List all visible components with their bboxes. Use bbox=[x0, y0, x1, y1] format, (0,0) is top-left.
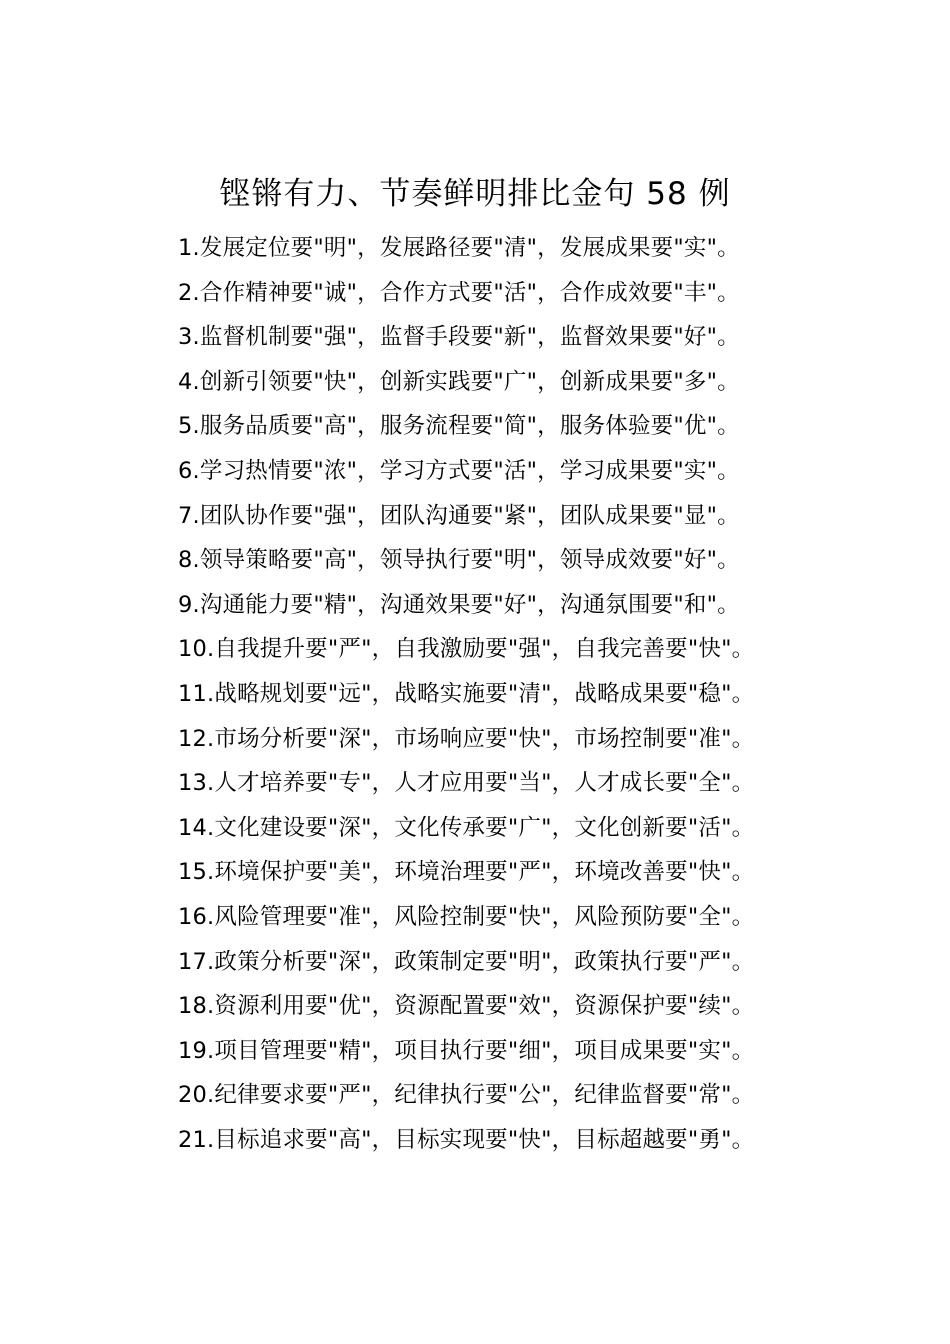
list-item: 10.自我提升要"严"，自我激励要"强"，自我完善要"快"。 bbox=[178, 636, 755, 663]
list-item: 15.环境保护要"美"，环境治理要"严"，环境改善要"快"。 bbox=[178, 859, 755, 886]
list-item: 19.项目管理要"精"，项目执行要"细"，项目成果要"实"。 bbox=[178, 1037, 755, 1064]
list-item: 1.发展定位要"明"，发展路径要"清"，发展成果要"实"。 bbox=[178, 235, 740, 261]
list-item: 16.风险管理要"准"，风险控制要"快"，风险预防要"全"。 bbox=[178, 903, 755, 930]
list-item: 2.合作精神要"诚"，合作方式要"活"，合作成效要"丰"。 bbox=[178, 279, 740, 306]
list-item: 4.创新引领要"快"，创新实践要"广"，创新成果要"多"。 bbox=[178, 368, 740, 395]
list-item: 21.目标追求要"高"，目标实现要"快"，目标超越要"勇"。 bbox=[178, 1126, 755, 1153]
list-item: 5.服务品质要"高"，服务流程要"简"，服务体验要"优"。 bbox=[178, 413, 740, 440]
list-item: 14.文化建设要"深"，文化传承要"广"，文化创新要"活"。 bbox=[178, 814, 755, 841]
list-item: 12.市场分析要"深"，市场响应要"快"，市场控制要"准"。 bbox=[178, 725, 755, 752]
list-item: 11.战略规划要"远"，战略实施要"清"，战略成果要"稳"。 bbox=[178, 680, 755, 707]
list-item: 18.资源利用要"优"，资源配置要"效"，资源保护要"续"。 bbox=[178, 993, 755, 1020]
list-item: 13.人才培养要"专"，人才应用要"当"，人才成长要"全"。 bbox=[178, 770, 755, 797]
list-item: 6.学习热情要"浓"，学习方式要"活"，学习成果要"实"。 bbox=[178, 457, 740, 484]
list-item: 9.沟通能力要"精"，沟通效果要"好"，沟通氛围要"和"。 bbox=[178, 591, 740, 618]
list-item: 20.纪律要求要"严"，纪律执行要"公"，纪律监督要"常"。 bbox=[178, 1082, 755, 1109]
list-item: 8.领导策略要"高"，领导执行要"明"，领导成效要"好"。 bbox=[178, 547, 740, 574]
document-title: 铿锵有力、节奏鲜明排比金句 58 例 bbox=[219, 176, 731, 212]
sentence-list bbox=[178, 226, 938, 1162]
list-item: 17.政策分析要"深"，政策制定要"明"，政策执行要"严"。 bbox=[178, 948, 755, 975]
list-item: 3.监督机制要"强"，监督手段要"新"，监督效果要"好"。 bbox=[178, 324, 740, 351]
list-item: 7.团队协作要"强"，团队沟通要"紧"，团队成果要"显"。 bbox=[178, 502, 740, 529]
